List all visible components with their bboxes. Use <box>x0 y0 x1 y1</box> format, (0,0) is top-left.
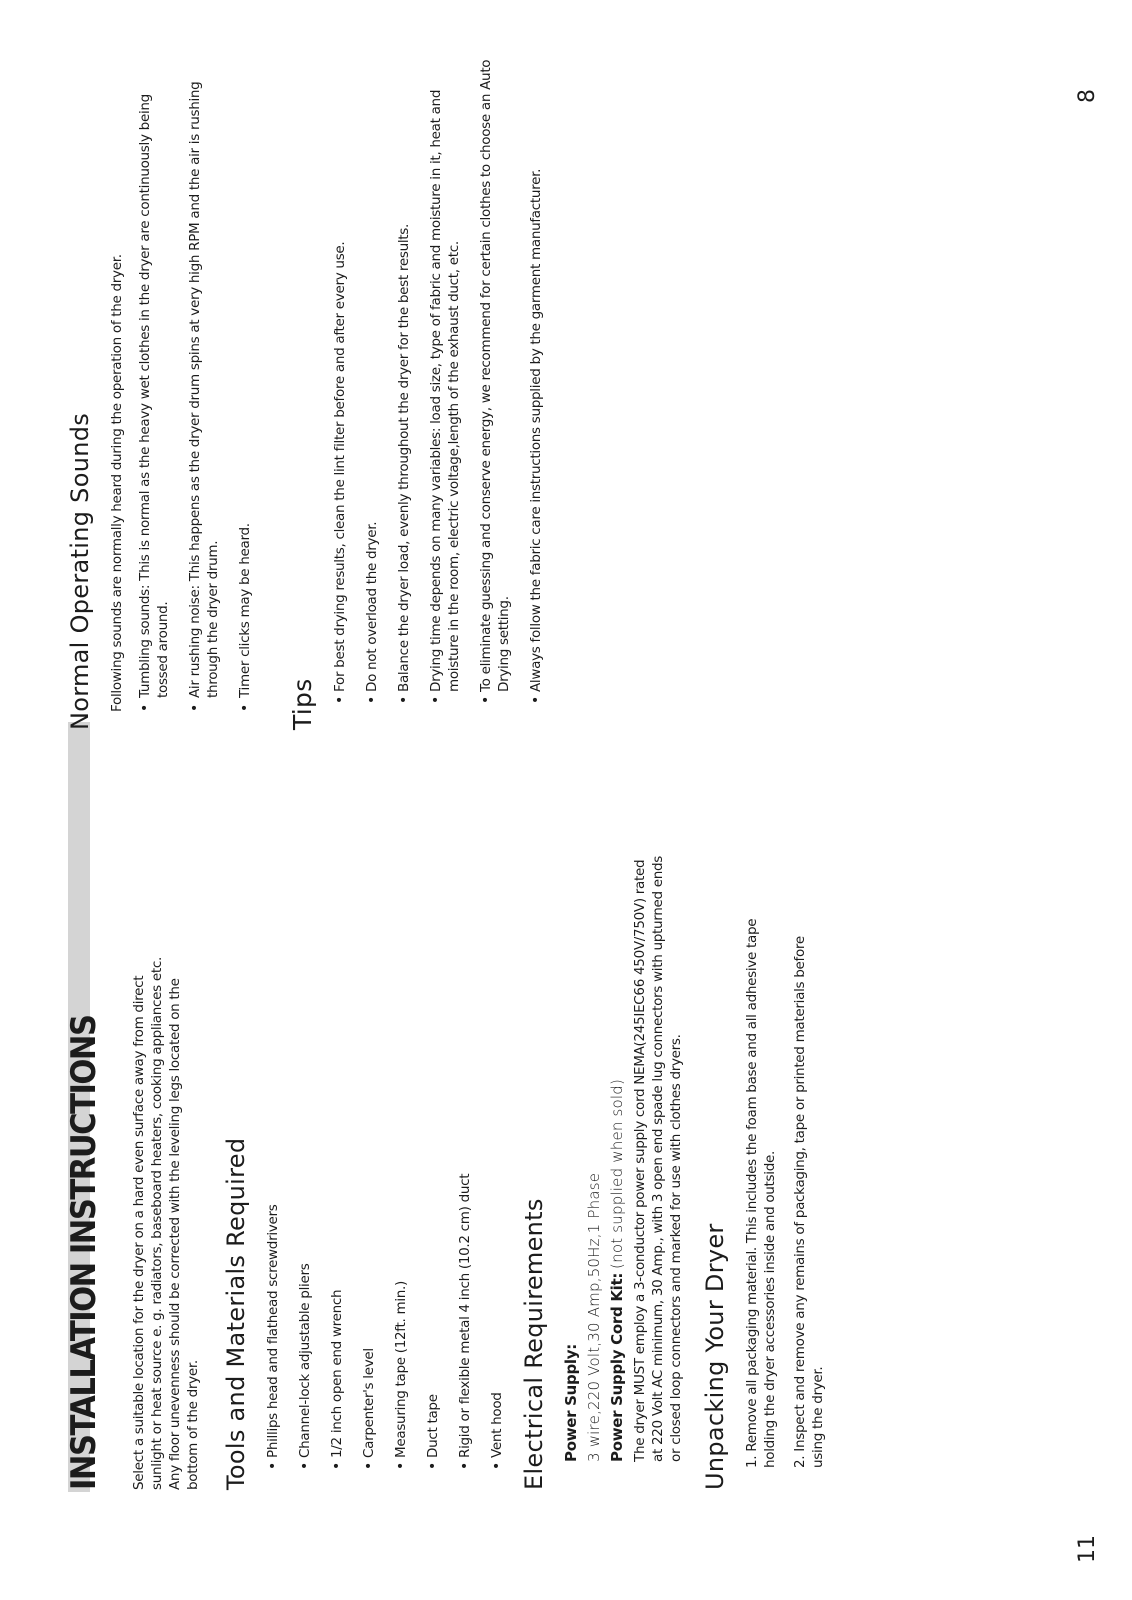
tool-item: • Carpenter's level <box>360 810 378 1470</box>
tip-item: • Drying time depends on many variables: load size, type of fabric and moisture in it, heat and moisture in the room, electric voltage,length of the exhaust duct, etc. <box>427 54 463 704</box>
cord-kit-label: Power Supply Cord Kit: <box>608 1272 626 1462</box>
unpacking-heading: Unpacking Your Dryer <box>701 1223 729 1490</box>
tools-heading: Tools and Materials Required <box>222 1137 250 1490</box>
sounds-section <box>66 30 254 730</box>
location-intro: Select a suitable location for the dryer on a hard even surface away from direct sunlight or heat source e. g. radiators, baseboard heaters, cooking appliances etc. Any floor unevenness should be corrected with the leveling legs located on the bottom of the dryer. <box>131 957 201 1490</box>
tool-item: • Duct tape <box>424 810 442 1470</box>
tip-item: • To eliminate guessing and conserve energy, we recommend for certain clothes to choose an Auto Drying setting. <box>477 54 513 704</box>
cord-kit-label-row <box>608 810 627 1462</box>
page-title: INSTALLATION INSTRUCTIONS <box>64 1015 104 1490</box>
unpacking-step <box>743 908 779 1468</box>
tools-section <box>222 810 506 1490</box>
tip-item: • Balance the dryer load, evenly throughout the dryer for the best results. <box>395 54 413 704</box>
step-text: Inspect and remove any remains of packaging, tape or printed materials before using the dryer. <box>792 936 826 1468</box>
power-supply-value-row <box>585 810 604 1462</box>
tool-item: • Vent hood <box>488 810 506 1470</box>
tool-item: • Phillips head and flathead screwdrivers <box>264 810 282 1470</box>
electrical-section <box>520 810 685 1490</box>
tip-item: • For best drying results, clean the lint filter before and after every use. <box>331 54 349 704</box>
power-supply-value: 3 wire,220 Volt,30 Amp,50Hz,1 Phase <box>585 1172 603 1462</box>
unpacking-step <box>791 908 827 1468</box>
cord-kit-note: (not supplied when sold) <box>608 1078 626 1269</box>
electrical-heading: Electrical Requirements <box>520 1198 548 1490</box>
tool-item: • Rigid or flexible metal 4 inch (10.2 cm) duct <box>456 810 474 1470</box>
right-page-column <box>62 30 559 730</box>
sounds-intro: Following sounds are normally heard during the operation of the dryer. <box>109 254 125 712</box>
tool-item: • 1/2 inch open end wrench <box>328 810 346 1470</box>
power-supply-label: Power Supply: <box>562 1344 580 1462</box>
sound-item: • Timer clicks may be heard. <box>236 72 254 712</box>
cord-kit-text: The dryer MUST employ a 3-conductor power supply cord NEMA(245IEC66 450V/750V) rated at 220 Volt AC minimum, 30 Amp., with 3 open end spade lug connectors with upturned ends or closed loop connectors and marked for use with clothes dryers. <box>632 855 684 1462</box>
title-block <box>62 810 108 1490</box>
tip-item: • Do not overload the dryer. <box>363 54 381 704</box>
left-page-column <box>62 810 839 1490</box>
power-supply-label-row <box>562 810 581 1462</box>
tool-item: • Channel-lock adjustable pliers <box>296 810 314 1470</box>
step-number: 1. <box>744 1455 760 1468</box>
step-text: Remove all packaging material. This includes the foam base and all adhesive tape holding the dryer accessories inside and outside. <box>744 918 778 1468</box>
sounds-heading: Normal Operating Sounds <box>66 412 94 730</box>
tips-section <box>288 30 545 730</box>
sound-item: • Air rushing noise: This happens as the dryer drum spins at very high RPM and the air is rushing through the dryer drum. <box>186 72 222 712</box>
step-number: 2. <box>792 1455 808 1468</box>
page-number-right: 8 <box>1075 89 1100 103</box>
tool-item: • Measuring tape (12ft. min.) <box>392 810 410 1470</box>
tips-heading: Tips <box>288 678 317 730</box>
page-number-left: 11 <box>1075 1535 1100 1563</box>
unpacking-section <box>701 810 827 1490</box>
tip-item: • Always follow the fabric care instructions supplied by the garment manufacturer. <box>527 54 545 704</box>
sound-item: • Tumbling sounds: This is normal as the heavy wet clothes in the dryer are continuously being tossed around. <box>136 72 172 712</box>
